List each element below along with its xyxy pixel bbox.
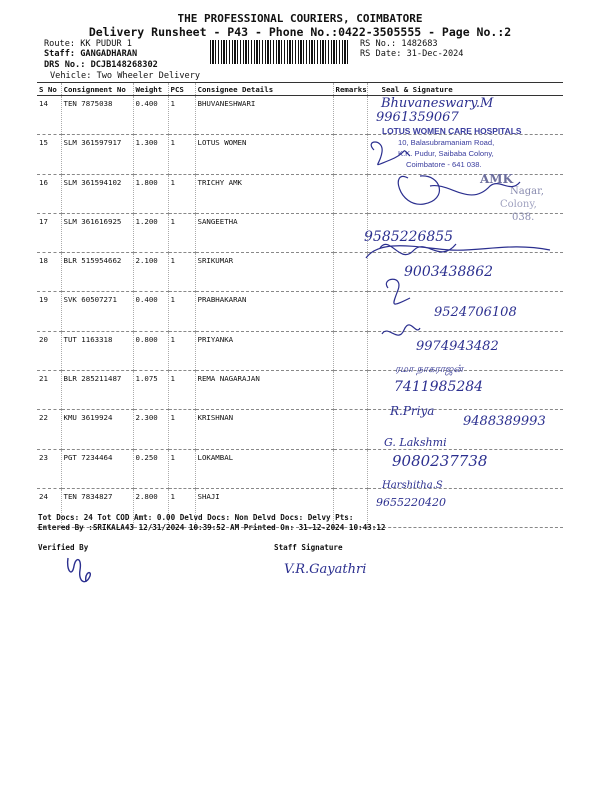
handwritten-phone: 9524706108 xyxy=(434,305,517,320)
sno-cell: 21 xyxy=(37,371,61,410)
hospital-stamp-line1: 10, Balasubramaniam Road, xyxy=(398,138,495,147)
weight-cell: 2.100 xyxy=(133,253,168,292)
weight-cell: 1.800 xyxy=(133,174,168,213)
consignment-cell: BLR 515954662 xyxy=(61,253,133,292)
consignee-cell: REMA NAGARAJAN xyxy=(195,371,333,410)
vehicle-label: Vehicle: Two Wheeler Delivery xyxy=(50,71,201,81)
sno-cell: 22 xyxy=(37,410,61,449)
consignment-cell: PGT 7234464 xyxy=(61,449,133,488)
weight-cell: 1.200 xyxy=(133,213,168,252)
staff-signature-label: Staff Signature xyxy=(274,543,343,552)
handwritten-name: Harshitha.S xyxy=(382,480,443,491)
consignment-cell: SLM 361594102 xyxy=(61,174,133,213)
sno-cell: 15 xyxy=(37,135,61,174)
consignee-cell: LOKAMBAL xyxy=(195,449,333,488)
totals-line: Tot Docs: 24 Tot COD Amt: 0.00 Delvd Docs: Non Delvd Docs: Delvy Pts: xyxy=(38,513,354,522)
staff-label: Staff: GANGADHARAN xyxy=(44,49,138,59)
handwritten-phone: 9585226855 xyxy=(364,229,454,245)
consignment-cell: SLM 361616925 xyxy=(61,213,133,252)
consignee-cell: PRABHAKARAN xyxy=(195,292,333,331)
consignment-cell: BLR 285211487 xyxy=(61,371,133,410)
sno-cell: 19 xyxy=(37,292,61,331)
col-consignment: Consignment No xyxy=(61,83,133,96)
rs-number: RS No.: 1482683 xyxy=(360,39,438,49)
remarks-cell xyxy=(333,371,367,410)
pcs-cell: 1 xyxy=(168,253,195,292)
staff-signature: V.R.Gayathri xyxy=(284,562,367,577)
weight-cell: 0.800 xyxy=(133,331,168,370)
faint-stamp-1: Nagar, xyxy=(510,186,544,197)
handwritten-phone: 7411985284 xyxy=(394,379,484,395)
consignee-cell: SRIKUMAR xyxy=(195,253,333,292)
handwritten-phone: 9961359067 xyxy=(376,110,459,125)
remarks-cell xyxy=(333,410,367,449)
table-header-row xyxy=(37,83,563,96)
consignment-cell: TEN 7834827 xyxy=(61,488,133,527)
sno-cell: 14 xyxy=(37,96,61,135)
rs-date: RS Date: 31-Dec-2024 xyxy=(360,49,464,59)
sno-cell: 16 xyxy=(37,174,61,213)
pcs-cell: 1 xyxy=(168,135,195,174)
remarks-cell xyxy=(333,449,367,488)
col-weight: Weight xyxy=(133,83,168,96)
consignee-cell: PRIYANKA xyxy=(195,331,333,370)
drs-label: DRS No.: DCJB148268302 xyxy=(44,60,158,70)
consignee-cell: SANGEETHA xyxy=(195,213,333,252)
handwritten-name: ரமா நாகராஜன் xyxy=(395,364,464,375)
signature-scribbles xyxy=(360,138,560,368)
handwritten-phone: 9003438862 xyxy=(404,264,494,280)
sno-cell: 17 xyxy=(37,213,61,252)
consignee-cell: LOTUS WOMEN xyxy=(195,135,333,174)
sno-cell: 23 xyxy=(37,449,61,488)
weight-cell: 1.300 xyxy=(133,135,168,174)
consignment-cell: TUT 1163318 xyxy=(61,331,133,370)
pcs-cell: 1 xyxy=(168,213,195,252)
sno-cell: 18 xyxy=(37,253,61,292)
hospital-stamp-line2: K.K. Pudur, Saibaba Colony, xyxy=(398,149,494,158)
handwritten-phone: 9080237738 xyxy=(392,452,488,470)
pcs-cell: 1 xyxy=(168,174,195,213)
verified-by-label: Verified By xyxy=(38,543,89,552)
weight-cell: 1.075 xyxy=(133,371,168,410)
handwritten-phone: 9655220420 xyxy=(376,496,446,509)
consignee-cell: SHAJI xyxy=(195,488,333,527)
handwritten-phone: 9488389993 xyxy=(463,414,546,429)
consignment-cell: KMU 3619924 xyxy=(61,410,133,449)
col-consignee: Consignee Details xyxy=(195,83,333,96)
consignment-cell: SVK 60507271 xyxy=(61,292,133,331)
pcs-cell: 1 xyxy=(168,96,195,135)
pcs-cell: 1 xyxy=(168,410,195,449)
hospital-stamp-name: LOTUS WOMEN CARE HOSPITALS xyxy=(382,126,522,136)
company-title: THE PROFESSIONAL COURIERS, COIMBATORE xyxy=(177,12,423,25)
faint-stamp-2: Colony, xyxy=(500,199,537,210)
handwritten-name: G. Lakshmi xyxy=(384,436,447,449)
col-remarks: Remarks xyxy=(333,83,367,96)
hospital-stamp-line3: Coimbatore - 641 038. xyxy=(406,160,482,169)
faint-stamp-name: AMK xyxy=(480,172,514,186)
sno-cell: 20 xyxy=(37,331,61,370)
col-pcs: PCS xyxy=(168,83,195,96)
pcs-cell: 1 xyxy=(168,488,195,527)
barcode xyxy=(210,40,350,64)
weight-cell: 2.300 xyxy=(133,410,168,449)
weight-cell: 0.400 xyxy=(133,292,168,331)
handwritten-name: Bhuvaneswary.M xyxy=(381,96,494,111)
pcs-cell: 1 xyxy=(168,371,195,410)
weight-cell: 0.400 xyxy=(133,96,168,135)
pcs-cell: 1 xyxy=(168,292,195,331)
sno-cell: 24 xyxy=(37,488,61,527)
consignee-cell: TRICHY AMK xyxy=(195,174,333,213)
faint-stamp-3: 038. xyxy=(512,212,535,223)
table-row xyxy=(37,371,563,410)
entered-printed-line: Entered By :SRIKALA43 12/31/2024 10:39:52 AM Printed On: 31-12-2024 10:43:12 xyxy=(38,523,386,532)
pcs-cell: 1 xyxy=(168,449,195,488)
runsheet-subtitle: Delivery Runsheet - P43 - Phone No.:0422-3505555 - Page No.:2 xyxy=(88,25,512,39)
consignment-cell: SLM 361597917 xyxy=(61,135,133,174)
consignment-cell: TEN 7875038 xyxy=(61,96,133,135)
weight-cell: 2.800 xyxy=(133,488,168,527)
verifier-signature xyxy=(60,552,100,592)
consignee-cell: BHUVANESHWARI xyxy=(195,96,333,135)
weight-cell: 0.250 xyxy=(133,449,168,488)
remarks-cell xyxy=(333,96,367,135)
handwritten-phone: 9974943482 xyxy=(416,339,499,354)
handwritten-name: R.Priya xyxy=(390,404,435,418)
consignee-cell: KRISHNAN xyxy=(195,410,333,449)
col-seal-signature: Seal & Signature xyxy=(367,83,563,96)
route-label: Route: KK PUDUR 1 xyxy=(44,39,132,49)
col-sno: S No xyxy=(37,83,61,96)
pcs-cell: 1 xyxy=(168,331,195,370)
